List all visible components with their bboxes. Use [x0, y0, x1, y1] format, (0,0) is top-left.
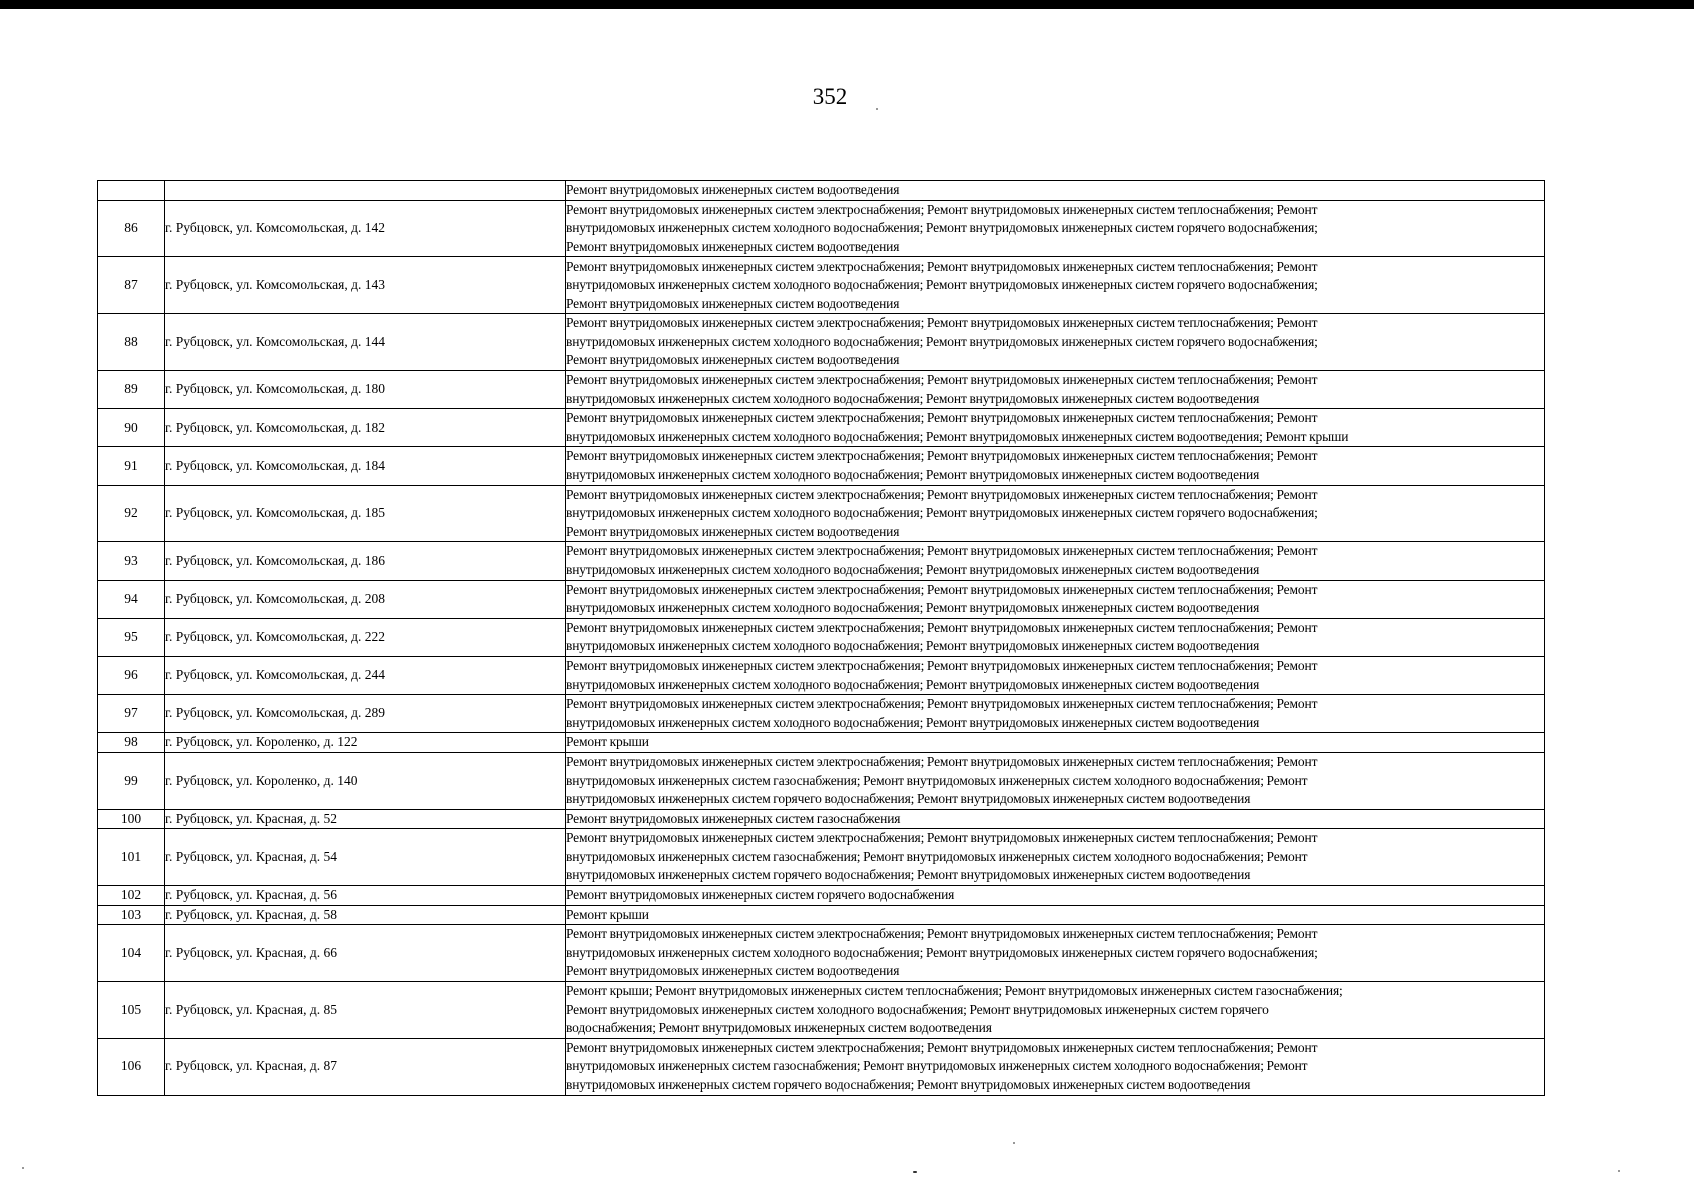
work-line: Ремонт внутридомовых инженерных систем электроснабжения; Ремонт внутридомовых инженерных систем теплоснабжения; Ремонт — [566, 658, 1318, 673]
row-works — [566, 1038, 1545, 1095]
row-number: 104 — [98, 925, 165, 982]
row-address: г. Рубцовск, ул. Комсомольская, д. 143 — [165, 257, 566, 314]
work-line: Ремонт внутридомовых инженерных систем электроснабжения; Ремонт внутридомовых инженерных систем теплоснабжения; Ремонт — [566, 581, 1318, 597]
scan-speck — [1013, 1142, 1015, 1144]
row-works — [566, 982, 1545, 1039]
page-number: 352 — [812, 84, 848, 109]
work-line: Ремонт внутридомовых инженерных систем водоотведения — [566, 295, 900, 311]
work-line: внутридомовых инженерных систем холодного водоснабжения; Ремонт внутридомовых инженерных систем водоотведения — [566, 600, 1260, 616]
scan-top-border — [0, 0, 1694, 9]
row-number: 91 — [98, 447, 165, 485]
table-row — [98, 618, 1545, 656]
work-line: Ремонт внутридомовых инженерных систем холодного водоснабжения; Ремонт внутридомовых инженерных систем горячего — [566, 1001, 1269, 1017]
row-address: г. Рубцовск, ул. Комсомольская, д. 185 — [165, 485, 566, 542]
work-line: Ремонт внутридомовых инженерных систем электроснабжения; Ремонт внутридомовых инженерных систем теплоснабжения; Ремонт — [566, 1039, 1318, 1055]
row-number: 87 — [98, 257, 165, 314]
work-line: Ремонт внутридомовых инженерных систем электроснабжения; Ремонт внутридомовых инженерных систем теплоснабжения; Ремонт — [566, 201, 1318, 217]
row-works — [566, 733, 1545, 753]
row-works — [566, 370, 1545, 408]
row-address: г. Рубцовск, ул. Комсомольская, д. 144 — [165, 314, 566, 371]
row-address: г. Рубцовск, ул. Красная, д. 56 — [165, 886, 566, 906]
row-number: 100 — [98, 809, 165, 829]
row-works — [566, 886, 1545, 906]
work-line: Ремонт внутридомовых инженерных систем электроснабжения; Ремонт внутридомовых инженерных систем теплоснабжения; Ремонт — [566, 543, 1318, 559]
row-number: 98 — [98, 733, 165, 753]
row-works — [566, 695, 1545, 733]
row-works — [566, 925, 1545, 982]
work-line: внутридомовых инженерных систем газоснабжения; Ремонт внутридомовых инженерных систем холодного водоснабжения; Ремонт — [566, 1058, 1308, 1074]
row-address: г. Рубцовск, ул. Красная, д. 87 — [165, 1038, 566, 1095]
row-number: 93 — [98, 542, 165, 580]
row-works — [566, 314, 1545, 371]
work-line: внутридомовых инженерных систем горячего водоснабжения; Ремонт внутридомовых инженерных систем водоотведения — [566, 1076, 1251, 1092]
work-line: Ремонт внутридомовых инженерных систем электроснабжения; Ремонт внутридомовых инженерных систем теплоснабжения; Ремонт — [566, 486, 1318, 502]
work-line: Ремонт внутридомовых инженерных систем электроснабжения; Ремонт внутридомовых инженерных систем теплоснабжения; Ремонт — [566, 696, 1318, 712]
table-row — [98, 982, 1545, 1039]
work-line: Ремонт внутридомовых инженерных систем электроснабжения; Ремонт внутридомовых инженерных систем теплоснабжения; Ремонт — [566, 830, 1318, 846]
work-line: Ремонт внутридомовых инженерных систем водоотведения — [566, 963, 900, 979]
row-works — [566, 257, 1545, 314]
table-row — [98, 829, 1545, 886]
work-line: внутридомовых инженерных систем холодного водоснабжения; Ремонт внутридомовых инженерных систем водоотведения — [566, 714, 1260, 730]
row-number: 86 — [98, 200, 165, 257]
table-row — [98, 314, 1545, 371]
row-address: г. Рубцовск, ул. Комсомольская, д. 289 — [165, 695, 566, 733]
work-line: Ремонт крыши — [566, 906, 649, 922]
row-number: 99 — [98, 752, 165, 809]
row-address: г. Рубцовск, ул. Красная, д. 58 — [165, 905, 566, 925]
row-number: 105 — [98, 982, 165, 1039]
work-line: Ремонт внутридомовых инженерных систем горячего водоснабжения — [566, 887, 955, 903]
work-line: внутридомовых инженерных систем газоснабжения; Ремонт внутридомовых инженерных систем холодного водоснабжения; Ремонт — [566, 848, 1308, 864]
row-works — [566, 580, 1545, 618]
row-address: г. Рубцовск, ул. Красная, д. 52 — [165, 809, 566, 829]
row-address: г. Рубцовск, ул. Комсомольская, д. 182 — [165, 409, 566, 447]
work-line: внутридомовых инженерных систем холодного водоснабжения; Ремонт внутридомовых инженерных систем водоотведения — [566, 638, 1260, 654]
table-row — [98, 200, 1545, 257]
scan-speck — [1618, 1170, 1620, 1172]
row-number: 103 — [98, 905, 165, 925]
row-address — [165, 181, 566, 201]
repair-table-body — [98, 181, 1545, 1096]
table-row — [98, 257, 1545, 314]
work-line: Ремонт внутридомовых инженерных систем электроснабжения; Ремонт внутридомовых инженерных систем теплоснабжения; Ремонт — [566, 315, 1318, 331]
row-number: 94 — [98, 580, 165, 618]
row-address: г. Рубцовск, ул. Комсомольская, д. 186 — [165, 542, 566, 580]
row-number: 96 — [98, 656, 165, 694]
row-address: г. Рубцовск, ул. Красная, д. 85 — [165, 982, 566, 1039]
row-address: г. Рубцовск, ул. Красная, д. 66 — [165, 925, 566, 982]
work-line: Ремонт внутридомовых инженерных систем водоотведения — [566, 238, 900, 254]
scan-speck — [22, 1167, 24, 1169]
work-line: внутридомовых инженерных систем горячего водоснабжения; Ремонт внутридомовых инженерных систем водоотведения — [566, 791, 1251, 807]
work-line: внутридомовых инженерных систем холодного водоснабжения; Ремонт внутридомовых инженерных систем горячего водоснабжения; — [566, 220, 1318, 236]
table-row — [98, 370, 1545, 408]
row-address: г. Рубцовск, ул. Комсомольская, д. 208 — [165, 580, 566, 618]
work-line: Ремонт внутридомовых инженерных систем водоотведения — [566, 182, 900, 198]
table-row — [98, 1038, 1545, 1095]
row-address: г. Рубцовск, ул. Комсомольская, д. 222 — [165, 618, 566, 656]
table-row — [98, 752, 1545, 809]
work-line: внутридомовых инженерных систем холодного водоснабжения; Ремонт внутридомовых инженерных систем водоотведения — [566, 676, 1260, 692]
row-works — [566, 905, 1545, 925]
work-line: Ремонт внутридомовых инженерных систем электроснабжения; Ремонт внутридомовых инженерных систем теплоснабжения; Ремонт — [566, 926, 1318, 942]
table-row — [98, 886, 1545, 906]
row-works — [566, 485, 1545, 542]
work-line: внутридомовых инженерных систем холодного водоснабжения; Ремонт внутридомовых инженерных систем горячего водоснабжения; — [566, 944, 1318, 960]
row-number: 101 — [98, 829, 165, 886]
row-works — [566, 809, 1545, 829]
work-line: внутридомовых инженерных систем холодного водоснабжения; Ремонт внутридомовых инженерных систем водоотведения — [566, 561, 1260, 577]
row-address: г. Рубцовск, ул. Комсомольская, д. 184 — [165, 447, 566, 485]
row-number: 95 — [98, 618, 165, 656]
table-row — [98, 181, 1545, 201]
work-line: внутридомовых инженерных систем холодного водоснабжения; Ремонт внутридомовых инженерных систем водоотведения — [566, 390, 1260, 406]
row-number: 106 — [98, 1038, 165, 1095]
work-line: Ремонт крыши; Ремонт внутридомовых инженерных систем теплоснабжения; Ремонт внутридомовых инженерных систем газоснабжения; — [566, 983, 1343, 999]
row-works — [566, 829, 1545, 886]
row-number: 89 — [98, 370, 165, 408]
work-line: Ремонт внутридомовых инженерных систем электроснабжения; Ремонт внутридомовых инженерных систем теплоснабжения; Ремонт — [566, 448, 1318, 464]
table-row — [98, 409, 1545, 447]
work-line: внутридомовых инженерных систем холодного водоснабжения; Ремонт внутридомовых инженерных систем горячего водоснабжения; — [566, 277, 1318, 293]
row-works — [566, 200, 1545, 257]
row-works — [566, 618, 1545, 656]
row-number: 97 — [98, 695, 165, 733]
row-works — [566, 542, 1545, 580]
row-address: г. Рубцовск, ул. Комсомольская, д. 244 — [165, 656, 566, 694]
row-number: 90 — [98, 409, 165, 447]
work-line: внутридомовых инженерных систем холодного водоснабжения; Ремонт внутридомовых инженерных систем водоотведения — [566, 466, 1260, 482]
work-line: внутридомовых инженерных систем холодного водоснабжения; Ремонт внутридомовых инженерных систем горячего водоснабжения; — [566, 333, 1318, 349]
row-number — [98, 181, 165, 201]
row-works — [566, 181, 1545, 201]
scan-speck — [876, 108, 878, 110]
work-line: внутридомовых инженерных систем холодного водоснабжения; Ремонт внутридомовых инженерных систем горячего водоснабжения; — [566, 505, 1318, 521]
row-address: г. Рубцовск, ул. Короленко, д. 140 — [165, 752, 566, 809]
table-row — [98, 809, 1545, 829]
row-address: г. Рубцовск, ул. Красная, д. 54 — [165, 829, 566, 886]
work-line: Ремонт внутридомовых инженерных систем электроснабжения; Ремонт внутридомовых инженерных систем теплоснабжения; Ремонт — [566, 754, 1318, 770]
row-works — [566, 752, 1545, 809]
row-address: г. Рубцовск, ул. Короленко, д. 122 — [165, 733, 566, 753]
row-works — [566, 447, 1545, 485]
work-line: Ремонт внутридомовых инженерных систем газоснабжения — [566, 810, 901, 826]
table-row — [98, 447, 1545, 485]
scan-speck — [913, 1171, 917, 1173]
row-works — [566, 409, 1545, 447]
work-line: Ремонт внутридомовых инженерных систем электроснабжения; Ремонт внутридомовых инженерных систем теплоснабжения; Ремонт — [566, 372, 1318, 388]
work-line: Ремонт внутридомовых инженерных систем электроснабжения; Ремонт внутридомовых инженерных систем теплоснабжения; Ремонт — [566, 619, 1318, 635]
row-number: 102 — [98, 886, 165, 906]
work-line: Ремонт внутридомовых инженерных систем водоотведения — [566, 523, 900, 539]
table-row — [98, 656, 1545, 694]
work-line: внутридомовых инженерных систем газоснабжения; Ремонт внутридомовых инженерных систем холодного водоснабжения; Ремонт — [566, 772, 1308, 788]
row-works — [566, 656, 1545, 694]
work-line: внутридомовых инженерных систем холодного водоснабжения; Ремонт внутридомовых инженерных систем водоотведения; Ремонт крыши — [566, 428, 1349, 444]
work-line: водоснабжения; Ремонт внутридомовых инженерных систем водоотведения — [566, 1020, 992, 1036]
table-row — [98, 905, 1545, 925]
table-row — [98, 485, 1545, 542]
row-number: 88 — [98, 314, 165, 371]
table-row — [98, 695, 1545, 733]
work-line: Ремонт внутридомовых инженерных систем электроснабжения; Ремонт внутридомовых инженерных систем теплоснабжения; Ремонт — [566, 258, 1318, 274]
work-line: внутридомовых инженерных систем горячего водоснабжения; Ремонт внутридомовых инженерных систем водоотведения — [566, 867, 1251, 883]
table-row — [98, 733, 1545, 753]
row-address: г. Рубцовск, ул. Комсомольская, д. 142 — [165, 200, 566, 257]
table-row — [98, 580, 1545, 618]
work-line: Ремонт крыши — [566, 734, 649, 750]
table-row — [98, 542, 1545, 580]
table-row — [98, 925, 1545, 982]
repair-table — [97, 180, 1545, 1096]
work-line: Ремонт внутридомовых инженерных систем водоотведения — [566, 352, 900, 368]
work-line: Ремонт внутридомовых инженерных систем электроснабжения; Ремонт внутридомовых инженерных систем теплоснабжения; Ремонт — [566, 410, 1318, 426]
row-number: 92 — [98, 485, 165, 542]
row-address: г. Рубцовск, ул. Комсомольская, д. 180 — [165, 370, 566, 408]
